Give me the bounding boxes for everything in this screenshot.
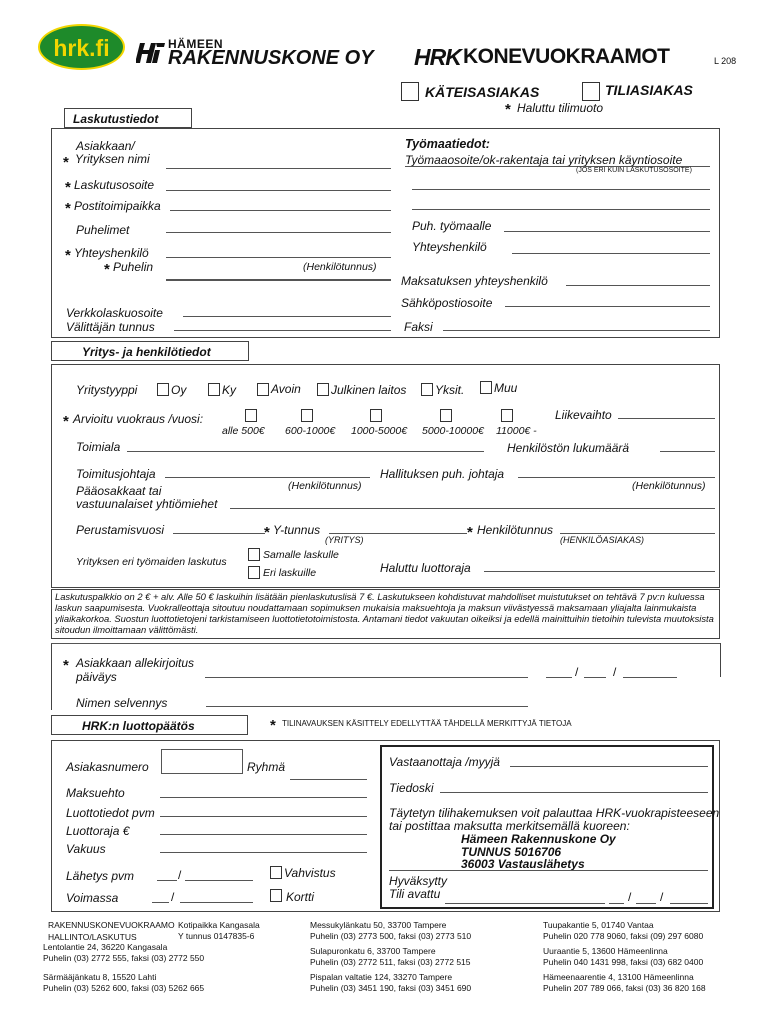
valid-slash: / [171, 890, 175, 904]
card-checkbox[interactable] [270, 889, 282, 902]
footer-col1-addr2: Särmääjänkatu 8, 15520 Lahti Puhelin (03) 5262 600, faksi (03) 5262 665 [43, 972, 205, 993]
required-asterisk: * [264, 524, 270, 541]
contact-field[interactable] [166, 257, 391, 258]
board-phone-field[interactable] [518, 477, 715, 478]
rental-range-5-checkbox[interactable] [501, 409, 513, 422]
rental-estimate-label: Arvioitu vuokraus /vuosi: [73, 412, 204, 426]
founded-field[interactable] [173, 533, 265, 534]
signature-frame-top [51, 643, 720, 644]
required-asterisk: * [63, 657, 69, 674]
type-ky-checkbox[interactable] [208, 383, 220, 396]
site-contact-label: Yhteyshenkilö [412, 240, 487, 254]
hrk-mark-icon [136, 40, 166, 66]
terms-box [51, 589, 720, 639]
same-invoice-checkbox[interactable] [248, 548, 260, 561]
return-address-3: 36003 Vastauslähetys [461, 857, 585, 871]
credit-limit-field[interactable] [484, 571, 715, 572]
type-other-checkbox[interactable] [480, 381, 492, 394]
name-clarify-label: Nimen selvennys [76, 696, 168, 710]
confirmation-checkbox[interactable] [270, 866, 282, 879]
hetu-hint: (HENKILÖASIAKAS) [560, 535, 645, 545]
type-other-label: Muu [494, 381, 518, 395]
rental-range-4-label: 5000-10000€ [422, 425, 484, 437]
email-field[interactable] [505, 306, 710, 307]
footer-hq: Kotipaikka Kangasala Y tunnus 0147835-6 [178, 920, 260, 941]
approved-slash-1: / [628, 890, 632, 904]
phones-field[interactable] [166, 232, 391, 233]
return-text-1: Täytetyn tilihakemuksen voit palauttaa HRK-vuokrapisteeseen [389, 806, 720, 820]
pay-contact-label: Maksatuksen yhteyshenkilö [401, 274, 548, 288]
footer-col3-addr2: Uuraantie 5, 13600 Hämeenlinna Puhelin 040 1431 998, faksi (03) 682 0400 [543, 946, 704, 967]
account-customer-label: TILIASIAKAS [605, 82, 693, 98]
credit-section-header: HRK:n luottopäätös [51, 715, 248, 735]
footer-col3-addr1: Tuupakantie 5, 01740 Vantaa Puhelin 020 778 9060, faksi (09) 297 6080 [543, 920, 704, 941]
site-subtitle: Työmaaosoite/ok-rakentaja tai yrityksen käyntiosoite [405, 153, 683, 167]
hrk-fi-logo [38, 24, 125, 70]
sent-date-field-1[interactable] [157, 880, 177, 881]
hetu-field[interactable] [560, 533, 715, 534]
approved-field[interactable] [445, 903, 605, 904]
einvoice-label: Verkkolaskuosoite [66, 306, 163, 320]
company-name-small: HÄMEEN [168, 37, 224, 51]
valid-field-2[interactable] [180, 902, 253, 903]
account-note: Haluttu tilimuoto [517, 101, 604, 115]
return-text-2: tai postittaa maksutta merkitsemällä kuoreen: [389, 819, 630, 833]
fax-label: Faksi [404, 320, 433, 334]
billing-address-label: Laskutusosoite [74, 178, 155, 192]
turnover-label: Liikevaihto [555, 408, 612, 422]
payment-terms-field[interactable] [160, 797, 367, 798]
account-customer-checkbox[interactable] [582, 82, 600, 101]
staff-label: Henkilöstön lukumäärä [507, 441, 630, 455]
group-field[interactable] [290, 779, 367, 780]
type-avoin-checkbox[interactable] [257, 383, 269, 396]
date-slash-1: / [575, 665, 579, 679]
form-code: L 208 [714, 56, 737, 66]
phones-label: Puhelimet [76, 223, 130, 237]
rental-range-2-checkbox[interactable] [301, 409, 313, 422]
customer-name-label-2: Yrityksen nimi [75, 152, 150, 166]
brand-hrk: HRK [414, 44, 461, 70]
sent-date-field-2[interactable] [185, 880, 253, 881]
ceo-field[interactable] [165, 477, 370, 478]
brand-konevuokraamot: KONEVUOKRAAMOT [463, 45, 670, 68]
einvoice-field[interactable] [183, 316, 391, 317]
security-field[interactable] [160, 852, 367, 853]
owners-label-2: vastuunalaiset yhtiömiehet [76, 497, 218, 511]
ytunnus-label: Y-tunnus [273, 523, 321, 537]
logo-text: hrk.fi [53, 35, 110, 61]
operator-label: Välittäjän tunnus [66, 320, 155, 334]
postal-label: Postitoimipaikka [74, 199, 161, 213]
rental-range-1-label: alle 500€ [222, 425, 265, 437]
sites-billing-label: Yrityksen eri työmaiden laskutus [76, 556, 227, 568]
cash-customer-label: KÄTEISASIAKAS [425, 84, 540, 100]
ytunnus-field[interactable] [329, 533, 467, 534]
required-asterisk: * [63, 413, 69, 430]
site-address-field-2[interactable] [412, 209, 710, 210]
required-asterisk: * [104, 261, 110, 278]
industry-label: Toimiala [76, 440, 121, 454]
owners-field[interactable] [230, 508, 715, 509]
date-day-field[interactable] [546, 677, 572, 678]
type-sole-checkbox[interactable] [421, 383, 433, 396]
company-section-header: Yritys- ja henkilötiedot [51, 341, 249, 361]
valid-field-1[interactable] [152, 902, 169, 903]
type-oy-checkbox[interactable] [157, 383, 169, 396]
approved-slash-2: / [660, 890, 664, 904]
return-divider [389, 870, 708, 871]
name-clarify-field[interactable] [206, 706, 528, 707]
receiver-field[interactable] [510, 766, 708, 767]
required-asterisk: * [467, 524, 473, 541]
rental-range-5-label: 11000€ - [496, 425, 537, 437]
required-asterisk: * [65, 179, 71, 196]
founded-label: Perustamisvuosi [76, 523, 165, 537]
rental-range-4-checkbox[interactable] [440, 409, 452, 422]
fax-field[interactable] [443, 330, 710, 331]
company-name-large: RAKENNUSKONE OY [168, 47, 374, 69]
personal-id-hint: (Henkilötunnus) [303, 261, 377, 273]
site-title: Työmaatiedot: [405, 137, 490, 151]
return-address-2: TUNNUS 5016706 [461, 845, 562, 859]
operator-field[interactable] [174, 330, 391, 331]
ytunnus-hint: (YRITYS) [325, 535, 364, 545]
rental-range-3-checkbox[interactable] [370, 409, 382, 422]
site-phone-label: Puh. työmaalle [412, 219, 492, 233]
billing-address-field[interactable] [166, 190, 391, 191]
site-address-field[interactable] [412, 189, 710, 190]
separate-invoice-checkbox[interactable] [248, 566, 260, 579]
type-ky-label: Ky [222, 383, 237, 397]
customer-name-label-1: Asiakkaan/ [76, 139, 135, 153]
credit-info-date-label: Luottotiedot pvm [66, 806, 155, 820]
company-form-label: Yritystyyppi [76, 383, 138, 397]
group-label: Ryhmä [247, 760, 286, 774]
approved-year-field[interactable] [670, 903, 708, 904]
site-contact-field[interactable] [512, 253, 710, 254]
type-public-checkbox[interactable] [317, 383, 329, 396]
customer-name-field[interactable] [166, 168, 391, 169]
required-asterisk: * [65, 247, 71, 264]
receiver-label: Vastaanottaja /myyjä [389, 755, 500, 769]
site-phone-field[interactable] [504, 231, 710, 232]
ceo-personal-hint: (Henkilötunnus) [288, 480, 362, 492]
rental-range-2-label: 600-1000€ [285, 425, 336, 437]
type-public-label: Julkinen laitos [331, 383, 407, 397]
billing-divider [166, 280, 391, 281]
ceo-label: Toimitusjohtaja [76, 467, 156, 481]
sent-date-label: Lähetys pvm [66, 869, 135, 883]
footer-col2-addr2: Sulapuronkatu 6, 33700 Tampere Puhelin (03) 2772 511, faksi (03) 2772 515 [310, 946, 471, 967]
card-label: Kortti [286, 890, 315, 904]
credit-limit-eur-label: Luottoraja € [66, 824, 130, 838]
date-year-field[interactable] [623, 677, 677, 678]
sent-date-slash: / [178, 868, 182, 882]
type-sole-label: Yksit. [435, 383, 465, 397]
turnover-field[interactable] [618, 418, 715, 419]
footer-col2-addr3: Pispalan valtatie 124, 33270 Tampere Puhelin (03) 3451 190, faksi (03) 3451 690 [310, 972, 472, 993]
customer-number-label: Asiakasnumero [66, 760, 149, 774]
return-address-1: Hämeen Rakennuskone Oy [461, 832, 616, 846]
required-asterisk: * [65, 200, 71, 217]
credit-info-date-field[interactable] [160, 816, 367, 817]
signature-label: Asiakkaan allekirjoitus [76, 656, 195, 670]
approved-day-field[interactable] [609, 903, 624, 904]
date-slash-2: / [613, 665, 617, 679]
payment-terms-label: Maksuehto [66, 786, 125, 800]
credit-requirement-note: TILINAVAUKSEN KÄSITTELY EDELLYTTÄÄ TÄHDELLÄ MERKITTYJÄ TIETOJA [282, 719, 572, 728]
approved-label: Hyväksytty [389, 874, 448, 888]
credit-limit-label: Haluttu luottoraja [380, 561, 471, 575]
footer-col2-addr1: Messukylänkatu 50, 33700 Tampere Puhelin (03) 2773 500, faksi (03) 2773 510 [310, 920, 472, 941]
cash-customer-checkbox[interactable] [401, 82, 419, 101]
footer-col1-head: RAKENNUSKONEVUOKRAAMO HALLINTO/LASKUTUS [48, 920, 175, 942]
staff-field[interactable] [660, 451, 715, 452]
postal-field[interactable] [170, 210, 391, 211]
required-asterisk: * [270, 717, 276, 734]
rental-range-3-label: 1000-5000€ [351, 425, 408, 437]
site-note: (JOS ERI KUIN LASKUTUSOSOITE) [576, 167, 692, 174]
email-label: Sähköpostiosoite [401, 296, 493, 310]
type-oy-label: Oy [171, 383, 187, 397]
required-asterisk: * [63, 154, 69, 171]
valid-label: Voimassa [66, 891, 119, 905]
file-field[interactable] [440, 792, 708, 793]
file-label: Tiedoski [389, 781, 434, 795]
account-opened-label: Tili avattu [389, 887, 441, 901]
phone-label: Puhelin [113, 260, 154, 274]
footer-col1-addr1: Lentolantie 24, 36220 Kangasala Puhelin (03) 2772 555, faksi (03) 2772 550 [43, 942, 205, 963]
board-personal-hint: (Henkilötunnus) [632, 480, 706, 492]
security-label: Vakuus [66, 842, 106, 856]
required-asterisk: * [505, 101, 511, 118]
owners-label-1: Pääosakkaat tai [76, 484, 162, 498]
customer-number-box[interactable] [161, 749, 243, 774]
contact-label: Yhteyshenkilö [74, 246, 149, 260]
billing-section-header: Laskutustiedot [64, 108, 192, 128]
type-avoin-label: Avoin [271, 382, 301, 396]
footer-col3-addr3: Hämeenaarentie 4, 13100 Hämeenlinna Puhelin 207 789 066, faksi (03) 36 820 168 [543, 972, 706, 993]
terms-text: Laskutuspalkkio on 2 € + alv. Alle 50 € laskuihin lisätään pienlaskutuslisä 7 €. Laskutukseen kohdistuvat mahdolliset muistutukset on tehtävä 7 pv:n kuluessa laskun saapumisesta. Vuokralleottaja sitoutuu noudattamaan sopimuksen mukaisia maksuehtoja ja maksun viivästyessä maksamaan yliajalta lainmukaista yliaikakorkoa. Suostun luottotietojeni tarkistamiseen luottotietotoimistosta. Antamani tiedot vakuutan oikeiksi ja edellä mainittuihin tietoihin tulevista muutoksista sitoudun ilmoittamaan välittömästi. [55, 591, 714, 635]
separate-invoice-label: Eri laskuille [263, 567, 317, 579]
signature-frame-right [720, 643, 721, 677]
board-phone-label: Hallituksen puh. johtaja [380, 467, 505, 481]
signature-field[interactable] [205, 677, 528, 678]
confirmation-label: Vahvistus [284, 866, 336, 880]
approved-month-field[interactable] [636, 903, 656, 904]
pay-contact-field[interactable] [566, 285, 710, 286]
credit-limit-eur-field[interactable] [160, 834, 367, 835]
signature-date-label: päiväys [76, 670, 117, 684]
same-invoice-label: Samalle laskulle [263, 549, 339, 561]
industry-field[interactable] [127, 451, 484, 452]
rental-range-1-checkbox[interactable] [245, 409, 257, 422]
hetu-label: Henkilötunnus [477, 523, 554, 537]
date-month-field[interactable] [584, 677, 606, 678]
